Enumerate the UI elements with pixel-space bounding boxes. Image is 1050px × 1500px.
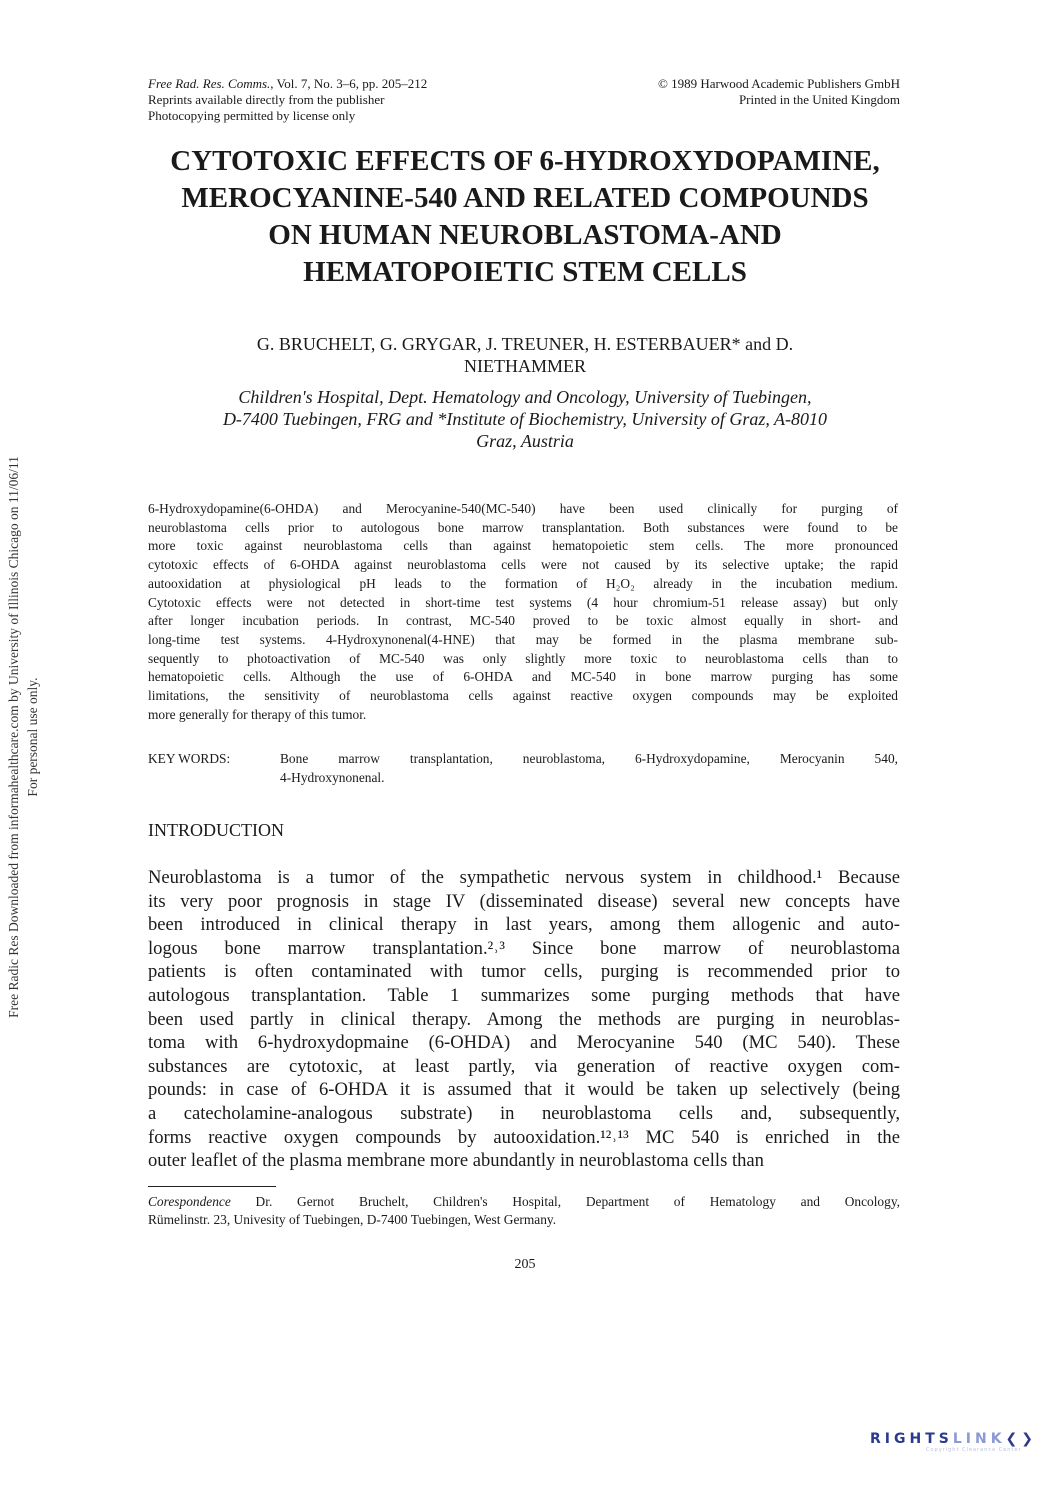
text-line: toma with 6-hydroxydopmaine (6-OHDA) and Merocyanine 540 (MC 540). These xyxy=(148,1032,900,1054)
text-line: been introduced in clinical therapy in last years, among them allogenic and auto- xyxy=(148,914,900,936)
copyright-notice: © 1989 Harwood Academic Publishers GmbH xyxy=(657,76,900,91)
text-line: Neuroblastoma is a tumor of the sympathetic nervous system in childhood.¹ Because xyxy=(148,867,900,888)
text-line: autooxidation at physiological pH leads to the formation of H₂O₂ already in the incubation medium. xyxy=(148,575,898,591)
watermark-line: For personal use only. xyxy=(25,677,40,797)
footnote-label: Corespondence xyxy=(148,1194,231,1209)
photocopy-note: Photocopying permitted by license only xyxy=(148,108,356,123)
text-line: autologous transplantation. Table 1 summarizes some purging methods that have xyxy=(148,984,900,1006)
title-line: CYTOTOXIC EFFECTS OF 6-HYDROXYDOPAMINE, xyxy=(170,145,880,177)
footnote-divider xyxy=(148,1186,276,1187)
text-line: substances are cytotoxic, at least partly, via generation of reactive oxygen com- xyxy=(148,1055,900,1077)
text-line: more generally for therapy of this tumor. xyxy=(148,706,367,722)
logo-part: LINK xyxy=(952,1431,1006,1447)
title-line: ON HUMAN NEUROBLASTOMA-AND xyxy=(268,219,782,251)
section-heading-introduction: INTRODUCTION xyxy=(148,820,284,840)
text-line: long-time test systems. 4-Hydroxynonenal(4-HNE) that may be formed in the plasma membrane sub- xyxy=(148,631,898,647)
rightslink-logo xyxy=(870,1431,1037,1453)
journal-name: Free Rad. Res. Comms. xyxy=(148,76,271,91)
title-line: MEROCYANINE-540 AND RELATED COMPOUNDS xyxy=(181,182,869,214)
printed-in: Printed in the United Kingdom xyxy=(738,92,900,107)
affiliations xyxy=(120,386,930,452)
text-line: its very poor prognosis in stage IV (disseminated disease) several new concepts have xyxy=(148,890,900,912)
text-line: more toxic against neuroblastoma cells than against hematopoietic stem cells. The more pronounced xyxy=(148,538,898,554)
affiliation-line: Children's Hospital, Dept. Hematology and Oncology, University of Tuebingen, xyxy=(238,387,812,407)
journal-citation xyxy=(148,76,427,124)
watermark-line: Free Radic Res Downloaded from informahealthcare.com by University of Illinois Chicago on 11/06/11 xyxy=(6,456,21,1018)
keywords-line: 4-Hydroxynonenal. xyxy=(280,769,385,785)
download-watermark xyxy=(4,387,42,1087)
abstract xyxy=(148,500,898,724)
text-line: after longer incubation periods. In contrast, MC-540 proved to be toxic almost equally in short- and xyxy=(148,613,898,629)
footnote-text: Rümelinstr. 23, Univesity of Tuebingen, D-7400 Tuebingen, West Germany. xyxy=(148,1212,557,1227)
authors-line: NIETHAMMER xyxy=(464,356,586,376)
keywords-line: Bone marrow transplantation, neuroblastoma, 6-Hydroxydopamine, Merocyanin 540, xyxy=(280,751,898,766)
journal-volume: , Vol. 7, No. 3–6, pp. 205–212 xyxy=(270,76,428,91)
footnote xyxy=(148,1193,900,1229)
text-line: 6-Hydroxydopamine(6-OHDA) and Merocyanine-540(MC-540) have been used clinically for purging of xyxy=(148,501,898,516)
text-line: Cytotoxic effects were not detected in short-time test systems (4 hour chromium-51 release assay) but only xyxy=(148,594,898,610)
affiliation-line: Graz, Austria xyxy=(476,431,574,451)
keywords-label: KEY WORDS: xyxy=(148,751,231,766)
text-line: neuroblastoma cells prior to autologous bone marrow transplantation. Both substances were found to be xyxy=(148,519,898,535)
page-number: 205 xyxy=(514,1257,536,1272)
paper-title xyxy=(120,143,930,291)
reprints-note: Reprints available directly from the publisher xyxy=(148,92,385,107)
text-line: limitations, the sensitivity of neuroblastoma cells against reactive oxygen compounds may be exploited xyxy=(148,688,898,704)
text-line: sequently to photoactivation of MC-540 was only slightly more toxic to neuroblastoma cells than to xyxy=(148,650,898,666)
chevron-logo-icon: ❮❯ xyxy=(1005,1431,1038,1447)
text-line: pounds: in case of 6-OHDA it is assumed that it would be taken up selectively (being xyxy=(148,1079,900,1101)
introduction-body xyxy=(148,866,900,1173)
text-line: logous bone marrow transplantation.²˒³ Since bone marrow of neuroblastoma xyxy=(148,937,900,959)
authors-line: G. BRUCHELT, G. GRYGAR, J. TREUNER, H. ESTERBAUER* and D. xyxy=(256,334,794,354)
authors xyxy=(120,333,930,377)
publisher-info xyxy=(658,76,900,108)
text-line: hematopoietic cells. Although the use of 6-OHDA and MC-540 in bone marrow purging has some xyxy=(148,669,898,685)
footnote-text: Dr. Gernot Bruchelt, Children's Hospital, Department of Hematology and Oncology, xyxy=(230,1194,900,1209)
text-line: cytotoxic effects of 6-OHDA against neuroblastoma cells were not caused by its selective uptake; the rapid xyxy=(148,557,898,573)
text-line: been used partly in clinical therapy. Among the methods are purging in neuroblas- xyxy=(148,1008,900,1030)
text-line: a catecholamine-analogous substrate) in neuroblastoma cells and, subsequently, xyxy=(148,1102,900,1124)
logo-part: RIGHTS xyxy=(870,1431,953,1447)
text-line: patients is often contaminated with tumor cells, purging is recommended prior to xyxy=(148,961,900,983)
logo-tagline: Copyright Clearance Center xyxy=(926,1447,1022,1453)
text-line: outer leaflet of the plasma membrane more abundantly in neuroblastoma cells than xyxy=(148,1150,764,1172)
text-line: forms reactive oxygen compounds by autooxidation.¹²˒¹³ MC 540 is enriched in the xyxy=(148,1126,900,1148)
affiliation-line: D-7400 Tuebingen, FRG and *Institute of Biochemistry, University of Graz, A-8010 xyxy=(222,409,828,429)
title-line: HEMATOPOIETIC STEM CELLS xyxy=(303,256,747,288)
